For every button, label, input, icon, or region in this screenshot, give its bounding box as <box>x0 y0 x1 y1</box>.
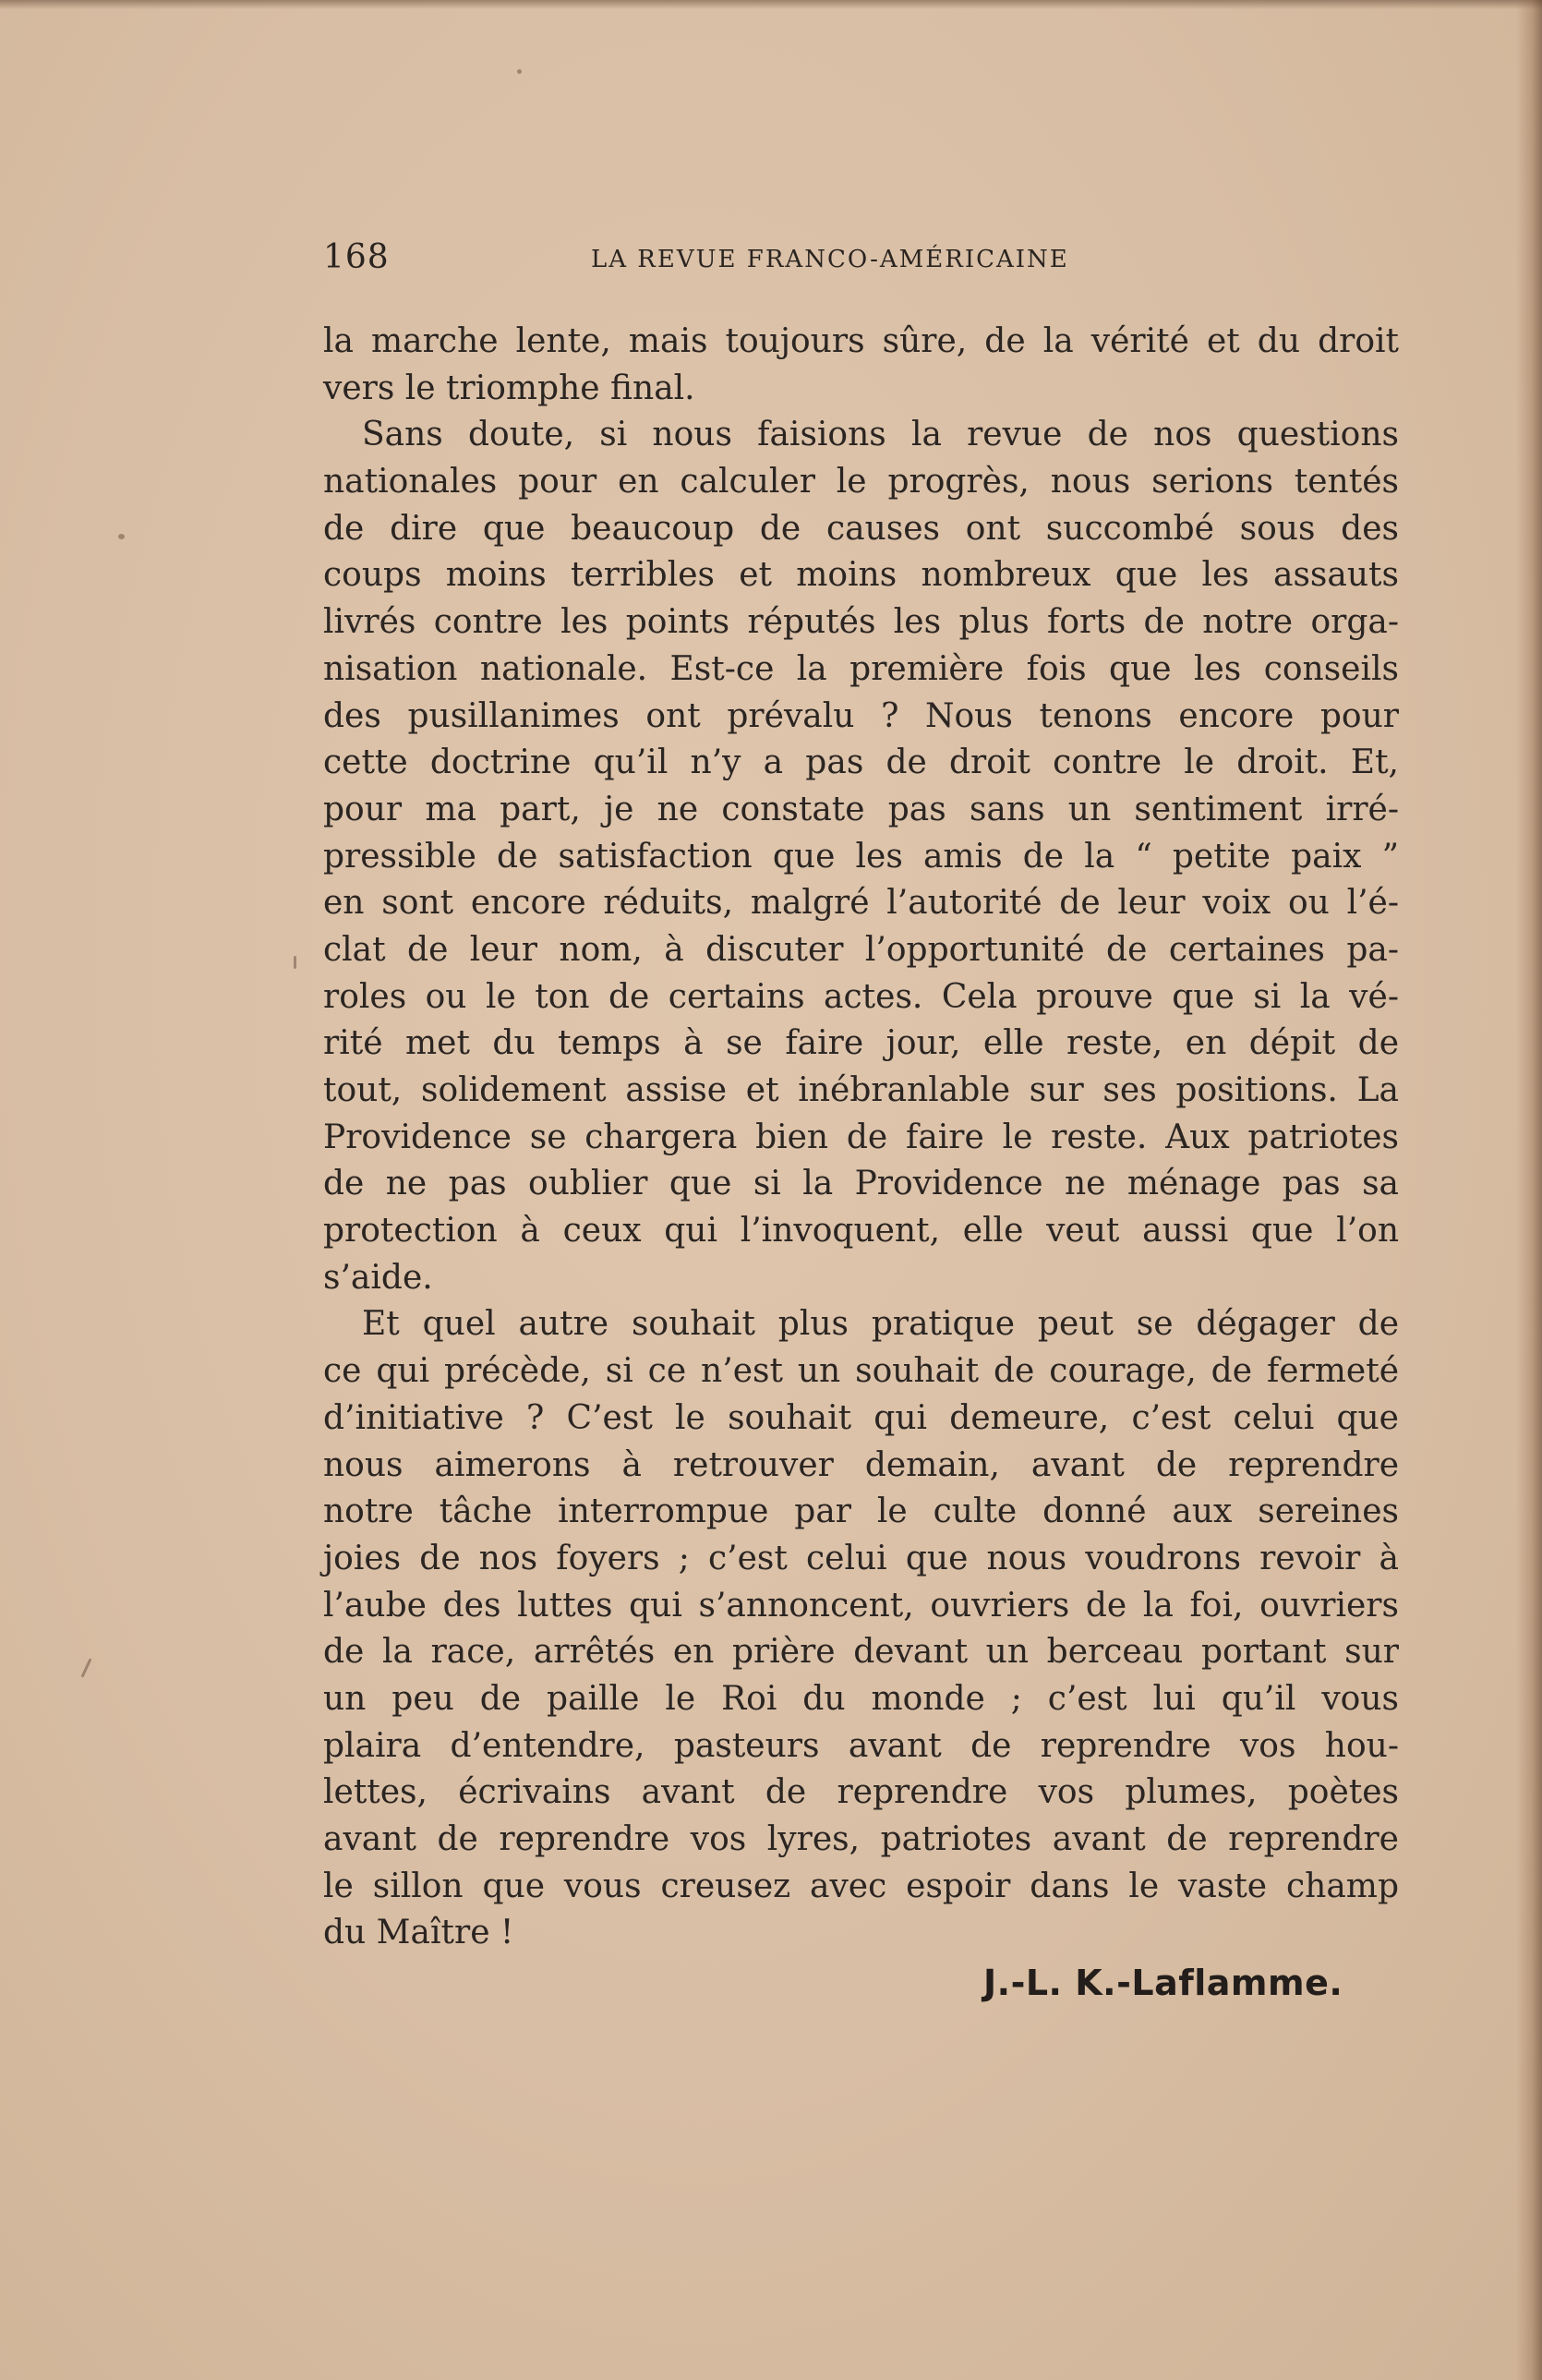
paragraph <box>323 1301 1399 1957</box>
text-line: des pusillanimes ont prévalu ? Nous tenons encore pour <box>323 696 1399 735</box>
text-line: notre tâche interrompue par le culte donné aux sereines <box>323 1492 1399 1531</box>
text-line: vers le triomphe final. <box>323 368 695 407</box>
text-line: de dire que beaucoup de causes ont succombé sous des <box>323 509 1399 548</box>
text-line: protection à ceux qui l’invoquent, elle veut aussi que l’on <box>323 1212 1399 1250</box>
text-line: de la race, arrêtés en prière devant un berceau portant sur <box>323 1633 1399 1672</box>
text-line: avant de reprendre vos lyres, patriotes avant de reprendre <box>323 1820 1399 1858</box>
text-line: coups moins terribles et moins nombreux que les assauts <box>323 556 1399 595</box>
text-line: ce qui précède, si ce n’est un souhait de courage, de fermeté <box>323 1352 1399 1391</box>
text-line: de ne pas oublier que si la Providence ne ménage pas sa <box>323 1165 1399 1203</box>
body-text <box>323 319 1399 1957</box>
text-line: roles ou le ton de certains actes. Cela prouve que si la vé- <box>323 977 1399 1016</box>
page-right-edge <box>1516 0 1542 2380</box>
text-line: le sillon que vous creusez avec espoir dans le vaste champ <box>323 1867 1399 1905</box>
text-line: tout, solidement assise et inébranlable sur ses positions. La <box>323 1071 1399 1109</box>
text-line: rité met du temps à se faire jour, elle reste, en dépit de <box>323 1024 1399 1063</box>
paper-speck <box>294 956 296 969</box>
text-line: Et quel autre souhait plus pratique peut se dégager de <box>362 1305 1399 1344</box>
text-line: nationales pour en calculer le progrès, nous serions tentés <box>323 463 1399 501</box>
page-top-edge <box>0 0 1542 9</box>
text-line: un peu de paille le Roi du monde ; c’est lui qu’il vous <box>323 1679 1399 1718</box>
text-line: l’aube des luttes qui s’annoncent, ouvriers de la foi, ouvriers <box>323 1586 1399 1625</box>
text-line: Providence se chargera bien de faire le reste. Aux patriotes <box>323 1118 1399 1156</box>
text-line: nisation nationale. Est-ce la première fois que les conseils <box>323 649 1399 688</box>
page-header <box>323 238 1394 284</box>
text-line: nous aimerons à retrouver demain, avant de reprendre <box>323 1445 1399 1484</box>
text-line: clat de leur nom, à discuter l’opportunité de certaines pa- <box>323 930 1399 969</box>
paper-speck <box>517 69 522 74</box>
page-number: 168 <box>323 238 390 276</box>
text-line: lettes, écrivains avant de reprendre vos plumes, poètes <box>323 1773 1399 1812</box>
text-line: cette doctrine qu’il n’y a pas de droit contre le droit. Et, <box>323 743 1399 782</box>
text-line: Sans doute, si nous faisions la revue de nos questions <box>362 416 1399 454</box>
text-line: plaira d’entendre, pasteurs avant de reprendre vos hou- <box>323 1726 1399 1765</box>
text-line: d’initiative ? C’est le souhait qui demeure, c’est celui que <box>323 1398 1399 1437</box>
text-line: pour ma part, je ne constate pas sans un sentiment irré- <box>323 790 1399 828</box>
text-line: en sont encore réduits, malgré l’autorité de leur voix ou l’é- <box>323 884 1399 923</box>
text-line: joies de nos foyers ; c’est celui que nous voudrons revoir à <box>323 1539 1399 1577</box>
running-head: LA REVUE FRANCO-AMÉRICAINE <box>591 246 1069 273</box>
text-line: livrés contre les points réputés les plus forts de notre orga- <box>323 603 1399 642</box>
text-line: la marche lente, mais toujours sûre, de la vérité et du droit <box>323 322 1399 360</box>
author-signature: J.-L. K.-Laflamme. <box>983 1963 1343 2003</box>
paper-speck <box>118 534 125 539</box>
text-line: s’aide. <box>323 1258 433 1297</box>
paragraph <box>323 319 1399 412</box>
paragraph <box>323 412 1399 1301</box>
text-line: du Maître ! <box>323 1914 514 1952</box>
text-line: pressible de satisfaction que les amis de la “ petite paix ” <box>323 837 1399 876</box>
